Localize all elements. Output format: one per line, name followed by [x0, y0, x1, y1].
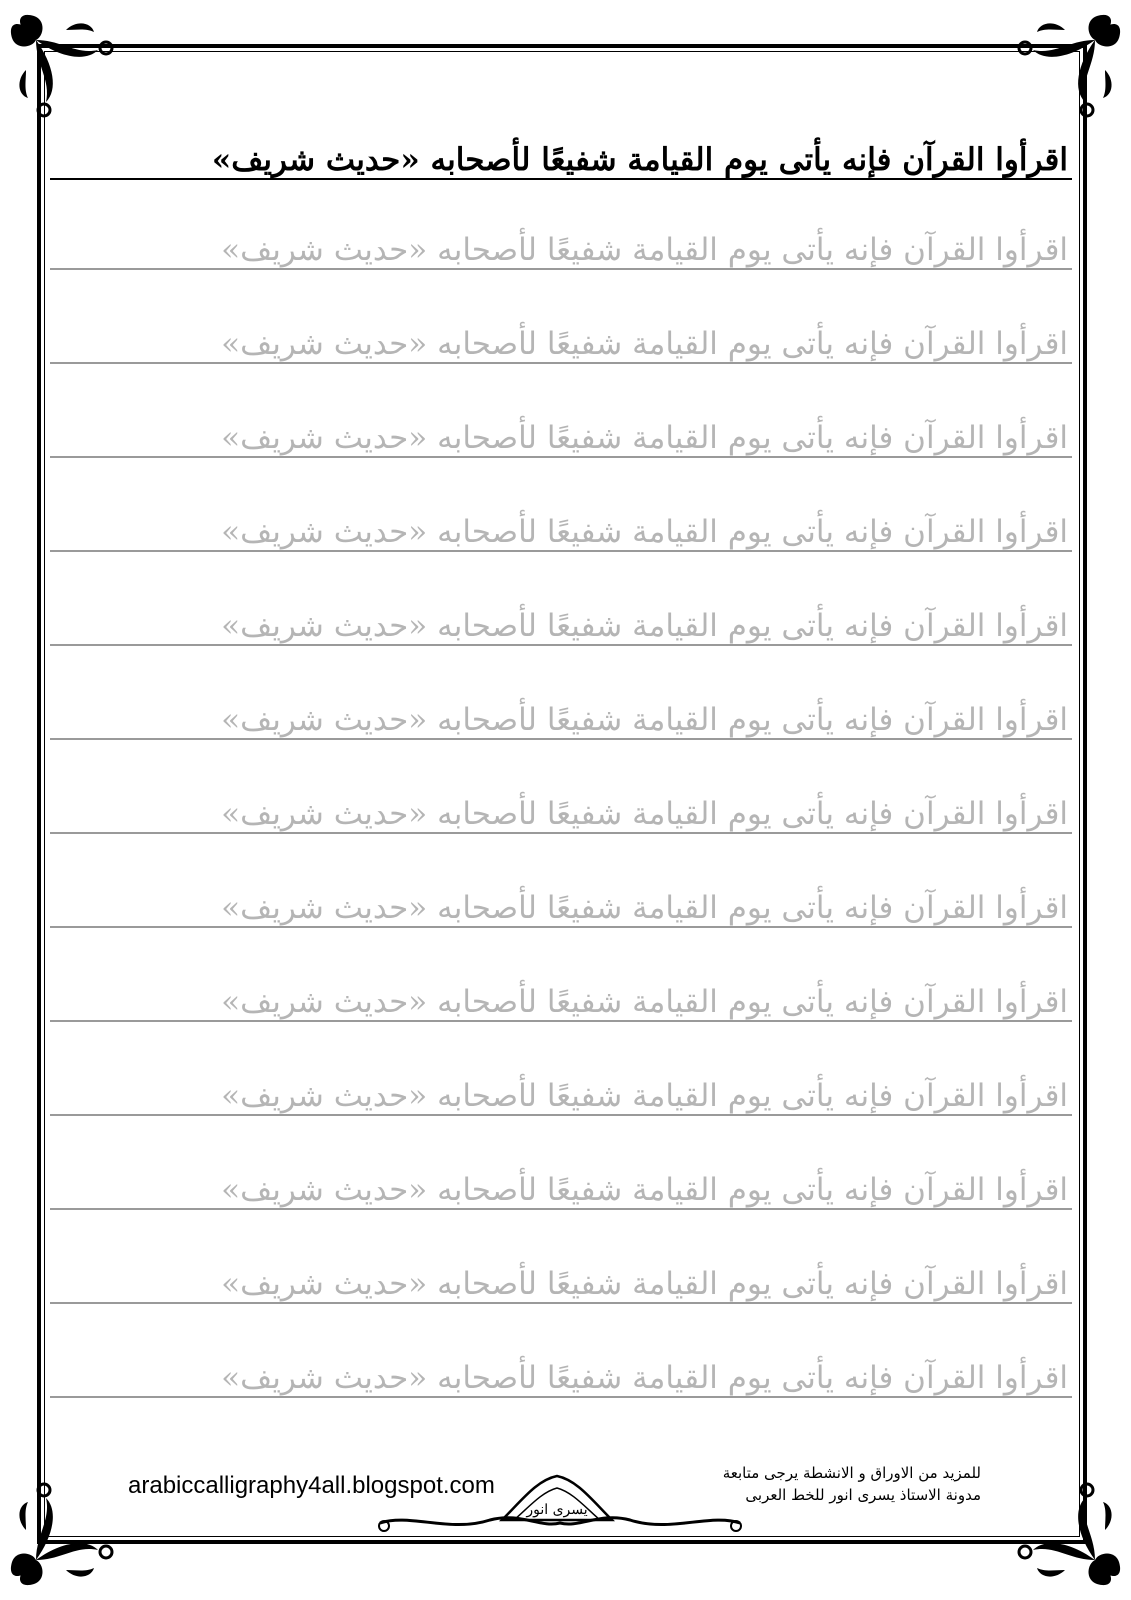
trace-line-text: اقرأوا القرآن فإنه يأتى يوم القيامة شفيعًا لأصحابه «حديث شريف»: [221, 1360, 1068, 1396]
trace-line-text: اقرأوا القرآن فإنه يأتى يوم القيامة شفيعًا لأصحابه «حديث شريف»: [221, 796, 1068, 832]
trace-line: [46, 308, 1076, 368]
trace-line-text: اقرأوا القرآن فإنه يأتى يوم القيامة شفيعًا لأصحابه «حديث شريف»: [221, 608, 1068, 644]
trace-line-rule: [50, 1114, 1072, 1116]
bottom-scroll-ornament-icon: [370, 1508, 750, 1538]
trace-line: [46, 590, 1076, 650]
trace-line: [46, 1342, 1076, 1402]
trace-line-rule: [50, 550, 1072, 552]
trace-line: [46, 402, 1076, 462]
trace-line-rule: [50, 738, 1072, 740]
trace-line-text: اقرأوا القرآن فإنه يأتى يوم القيامة شفيعًا لأصحابه «حديث شريف»: [221, 514, 1068, 550]
trace-line-text: اقرأوا القرآن فإنه يأتى يوم القيامة شفيعًا لأصحابه «حديث شريف»: [221, 1172, 1068, 1208]
model-line: [46, 124, 1076, 184]
trace-line-text: اقرأوا القرآن فإنه يأتى يوم القيامة شفيعًا لأصحابه «حديث شريف»: [221, 984, 1068, 1020]
trace-line-rule: [50, 926, 1072, 928]
trace-line-rule: [50, 1396, 1072, 1398]
footer-note-line2: مدونة الاستاذ يسرى انور للخط العربى: [745, 1486, 981, 1504]
trace-line-rule: [50, 832, 1072, 834]
model-line-text: اقرأوا القرآن فإنه يأتى يوم القيامة شفيعًا لأصحابه «حديث شريف»: [211, 142, 1068, 178]
trace-line: [46, 872, 1076, 932]
footer-note: [601, 1462, 981, 1506]
trace-line-text: اقرأوا القرآن فإنه يأتى يوم القيامة شفيعًا لأصحابه «حديث شريف»: [221, 1266, 1068, 1302]
footer-note-line1: للمزيد من الاوراق و الانشطة يرجى متابعة: [722, 1464, 981, 1482]
trace-line-text: اقرأوا القرآن فإنه يأتى يوم القيامة شفيعًا لأصحابه «حديث شريف»: [221, 1078, 1068, 1114]
trace-line-text: اقرأوا القرآن فإنه يأتى يوم القيامة شفيعًا لأصحابه «حديث شريف»: [221, 890, 1068, 926]
trace-line-rule: [50, 268, 1072, 270]
logo-text: يسرى انور: [526, 1502, 588, 1518]
trace-line: [46, 966, 1076, 1026]
corner-ornament-icon: [1005, 10, 1125, 130]
blog-url[interactable]: arabiccalligraphy4all.blogspot.com: [128, 1472, 495, 1499]
trace-line-text: اقرأوا القرآن فإنه يأتى يوم القيامة شفيعًا لأصحابه «حديث شريف»: [221, 420, 1068, 456]
trace-line-text: اقرأوا القرآن فإنه يأتى يوم القيامة شفيعًا لأصحابه «حديث شريف»: [221, 702, 1068, 738]
trace-line: [46, 1248, 1076, 1308]
trace-line: [46, 1154, 1076, 1214]
trace-line-rule: [50, 644, 1072, 646]
corner-ornament-icon: [6, 1470, 126, 1590]
trace-line-rule: [50, 1020, 1072, 1022]
trace-line-rule: [50, 456, 1072, 458]
trace-line-rule: [50, 1302, 1072, 1304]
trace-line-text: اقرأوا القرآن فإنه يأتى يوم القيامة شفيعًا لأصحابه «حديث شريف»: [221, 326, 1068, 362]
corner-ornament-icon: [1005, 1470, 1125, 1590]
trace-line-rule: [50, 362, 1072, 364]
model-line-rule: [50, 178, 1072, 180]
trace-line: [46, 684, 1076, 744]
trace-line: [46, 1060, 1076, 1120]
corner-ornament-icon: [6, 10, 126, 130]
trace-line-rule: [50, 1208, 1072, 1210]
trace-line: [46, 496, 1076, 556]
trace-line-text: اقرأوا القرآن فإنه يأتى يوم القيامة شفيعًا لأصحابه «حديث شريف»: [221, 232, 1068, 268]
trace-line: [46, 778, 1076, 838]
trace-line: [46, 214, 1076, 274]
